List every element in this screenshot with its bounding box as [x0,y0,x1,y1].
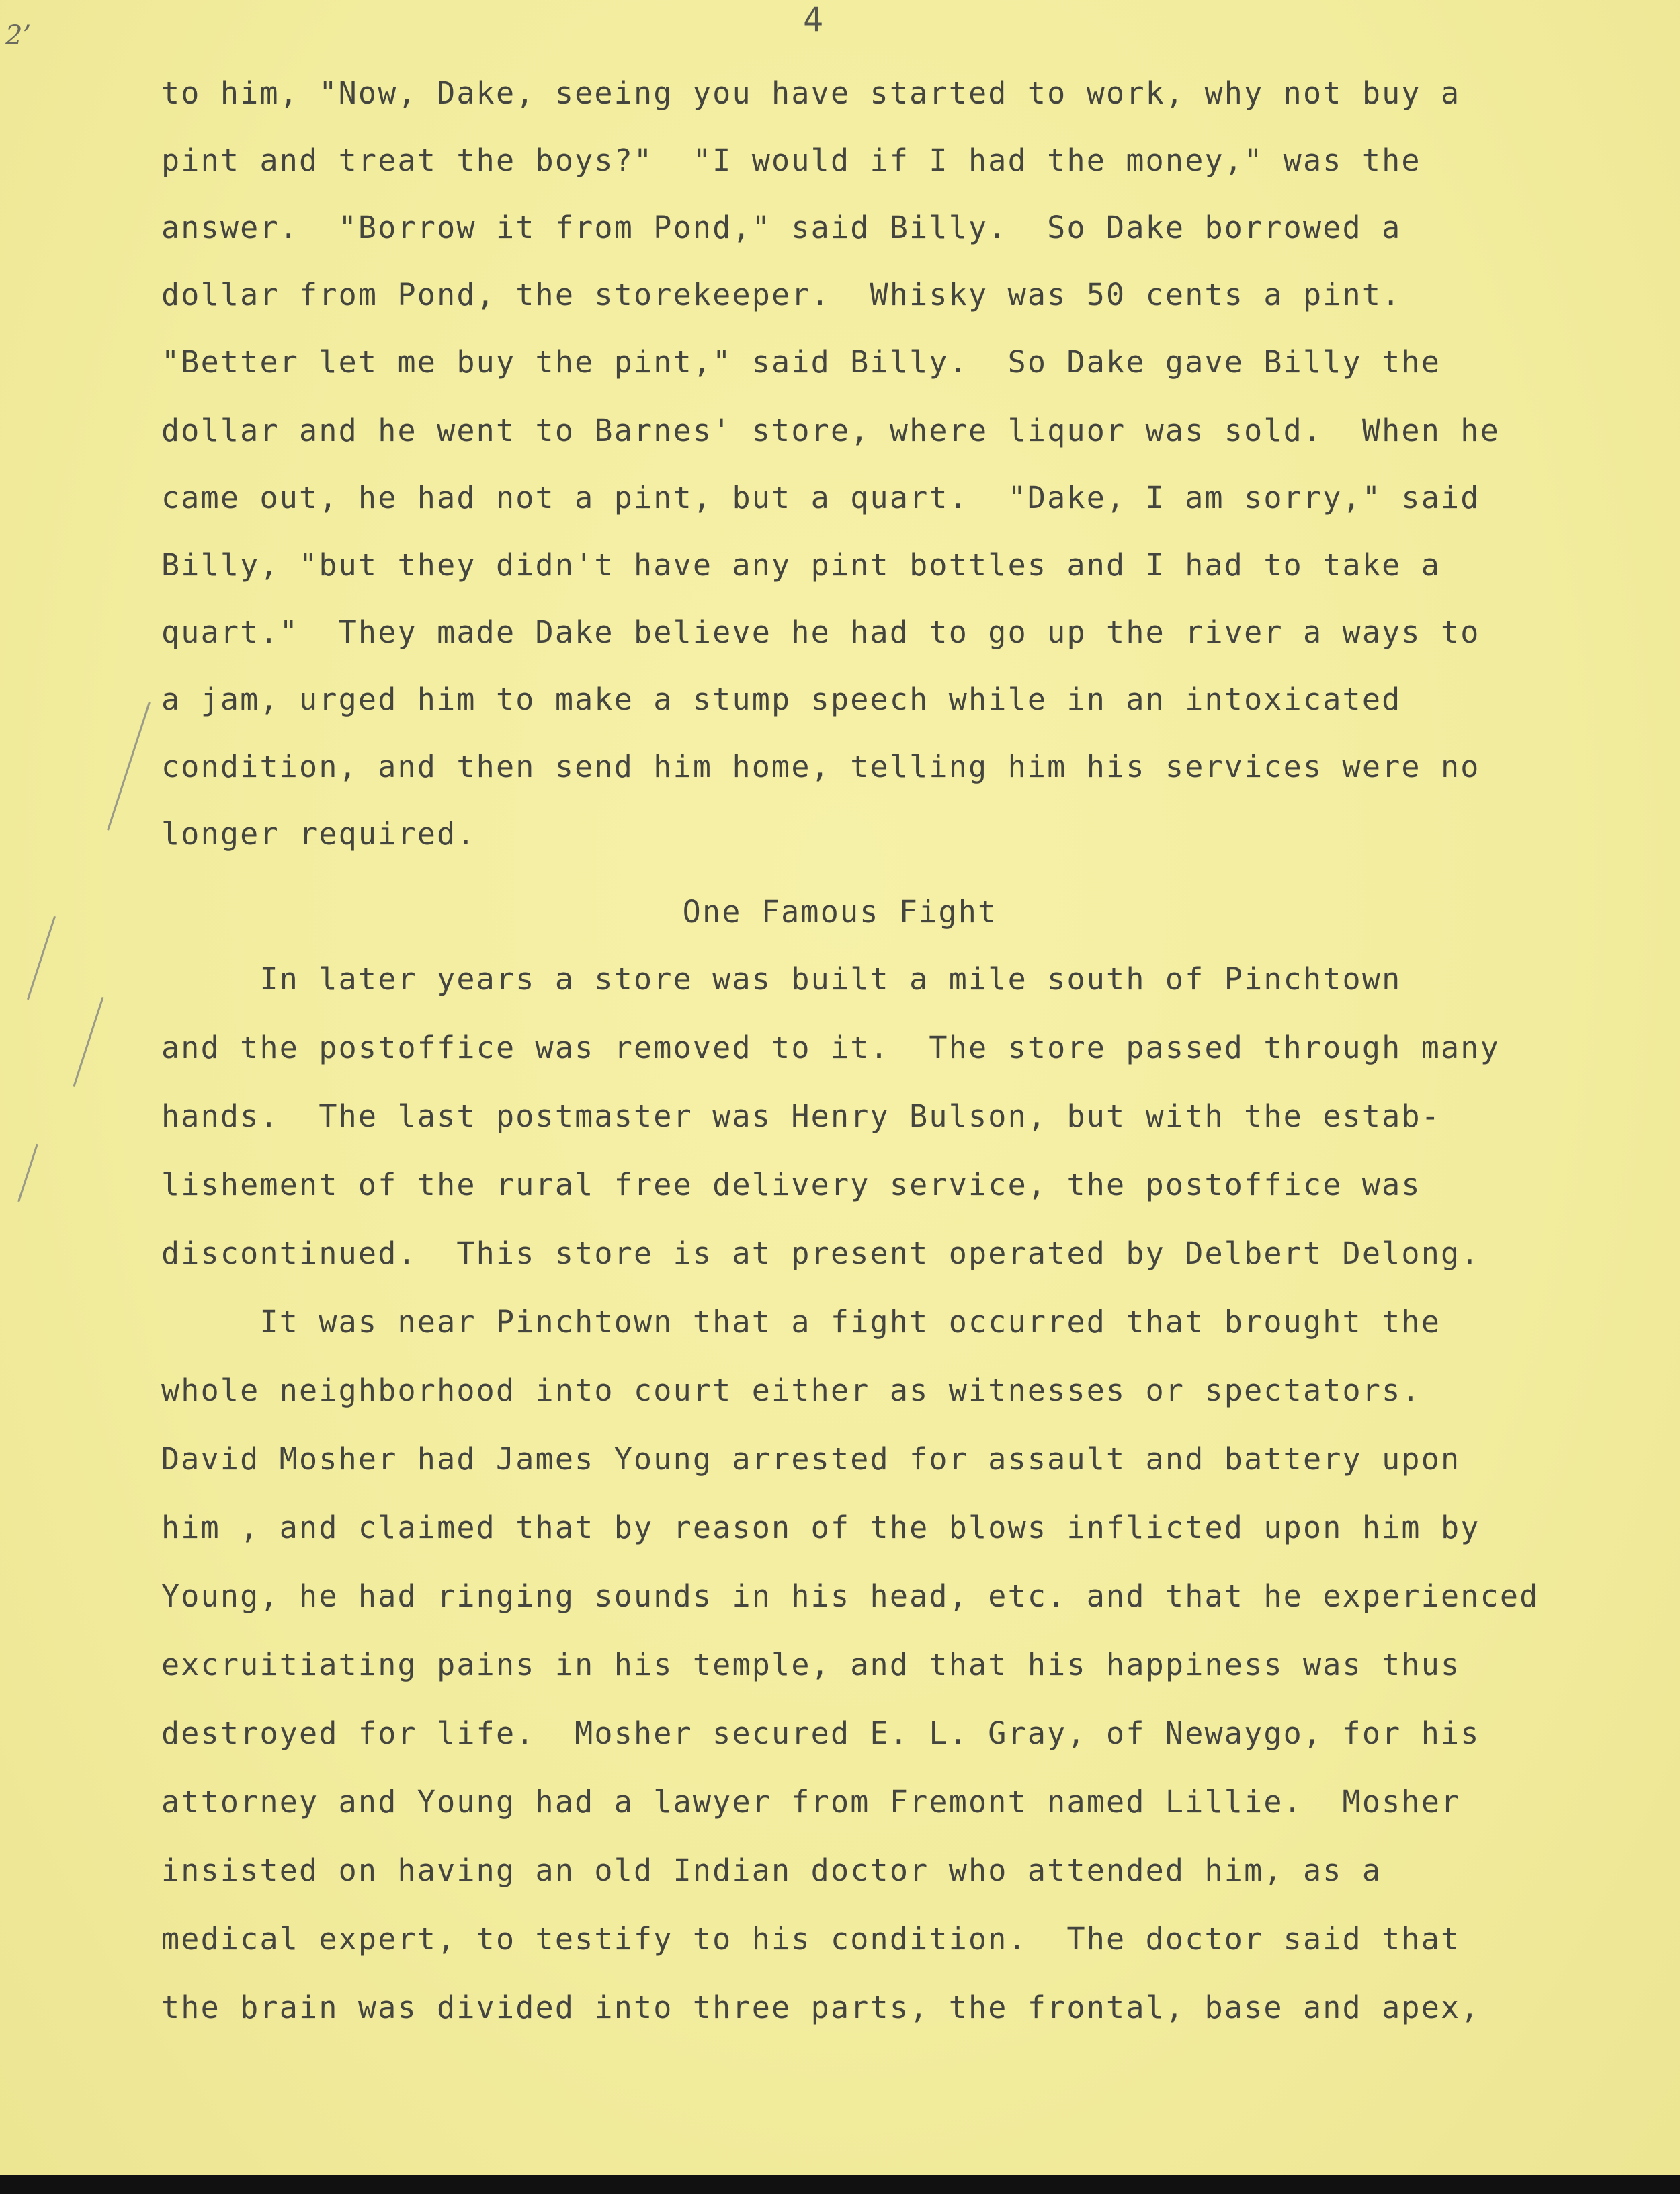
corner-pencil-mark: 2’ [5,20,32,51]
text-line: the brain was divided into three parts, the frontal, base and apex, [161,1990,1480,2025]
text-line: hands. The last postmaster was Henry Bulson, but with the estab- [161,1098,1441,1134]
margin-pencil-mark [17,1144,38,1203]
text-line: a jam, urged him to make a stump speech while in an intoxicated [161,682,1402,717]
text-line: pint and treat the boys?" "I would if I had the money," was the [161,143,1421,178]
text-line: answer. "Borrow it from Pond," said Billy. So Dake borrowed a [161,210,1402,245]
margin-pencil-mark [73,997,103,1087]
text-line: condition, and then send him home, telling him his services were no [161,749,1480,784]
section-heading: One Famous Fight [682,894,998,930]
page-number: 4 [802,0,824,39]
text-line: quart." They made Dake believe he had to go up the river a ways to [161,614,1480,650]
text-line: excruitiating pains in his temple, and that his happiness was thus [161,1647,1461,1682]
text-line: him , and claimed that by reason of the blows inflicted upon him by [161,1510,1480,1545]
text-line: David Mosher had James Young arrested for assault and battery upon [161,1441,1461,1477]
scan-bottom-edge [0,2175,1680,2194]
text-line: to him, "Now, Dake, seeing you have started to work, why not buy a [161,75,1461,111]
text-line: and the postoffice was removed to it. The store passed through many [161,1030,1500,1065]
text-line: longer required. [161,816,476,852]
text-line: It was near Pinchtown that a fight occurred that brought the [161,1304,1441,1340]
text-line: came out, he had not a pint, but a quart. "Dake, I am sorry," said [161,480,1480,516]
text-line: Billy, "but they didn't have any pint bottles and I had to take a [161,547,1441,583]
margin-pencil-mark [107,702,151,830]
text-line: insisted on having an old Indian doctor who attended him, as a [161,1853,1382,1888]
text-line: dollar from Pond, the storekeeper. Whisky was 50 cents a pint. [161,277,1402,313]
text-line: In later years a store was built a mile south of Pinchtown [161,961,1402,997]
text-line: dollar and he went to Barnes' store, where liquor was sold. When he [161,413,1500,448]
text-line: lishement of the rural free delivery service, the postoffice was [161,1167,1421,1203]
text-line: attorney and Young had a lawyer from Fremont named Lillie. Mosher [161,1784,1461,1820]
text-line: whole neighborhood into court either as witnesses or spectators. [161,1373,1421,1408]
text-line: discontinued. This store is at present operated by Delbert Delong. [161,1235,1480,1271]
text-line: "Better let me buy the pint," said Billy. So Dake gave Billy the [161,344,1441,380]
text-line: medical expert, to testify to his condition. The doctor said that [161,1921,1461,1957]
text-line: Young, he had ringing sounds in his head, etc. and that he experienced [161,1578,1540,1614]
text-line: destroyed for life. Mosher secured E. L. Gray, of Newaygo, for his [161,1715,1480,1751]
